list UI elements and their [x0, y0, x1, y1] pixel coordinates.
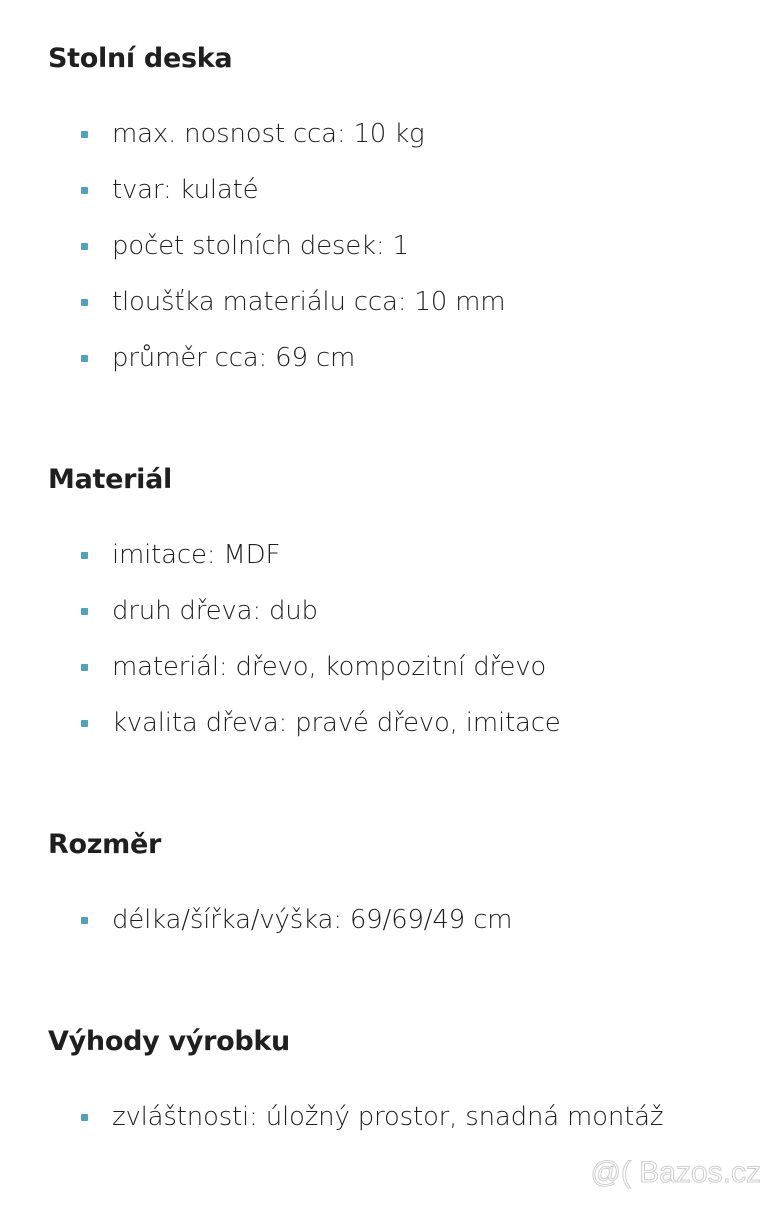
spec-item: [48, 1089, 775, 1145]
spec-item-text: tloušťka materiálu cca: 10 mm: [112, 287, 506, 317]
bullet-icon: [81, 187, 88, 194]
spec-item: [48, 330, 775, 386]
spec-item-text: materiál: dřevo, kompozitní dřevo: [112, 652, 547, 682]
spec-item: [48, 695, 775, 751]
bullet-icon: [81, 1114, 88, 1121]
spec-item: [48, 162, 775, 218]
spec-item-text: imitace: MDF: [112, 540, 281, 570]
section-heading: Stolní deska: [48, 43, 233, 74]
spec-section: [48, 825, 775, 948]
spec-item-text: délka/šířka/výška: 69/69/49 cm: [112, 905, 513, 935]
spec-item: [48, 583, 775, 639]
spec-item-text: druh dřeva: dub: [112, 596, 318, 626]
spec-item: [48, 106, 775, 162]
bullet-icon: [81, 243, 88, 250]
section-heading: Materiál: [48, 464, 172, 495]
bullet-icon: [81, 552, 88, 559]
spec-item-text: kvalita dřeva: pravé dřevo, imitace: [112, 708, 561, 738]
spec-item: [48, 527, 775, 583]
spec-list: [48, 106, 775, 386]
section-heading: Rozměr: [48, 829, 162, 860]
spec-item-text: počet stolních desek: 1: [112, 231, 409, 261]
spec-list: [48, 527, 775, 751]
spec-section: [48, 1022, 775, 1145]
spec-item-text: max. nosnost cca: 10 kg: [112, 119, 425, 149]
spec-item: [48, 218, 775, 274]
spec-list: [48, 1089, 775, 1145]
bullet-icon: [81, 608, 88, 615]
spec-item: [48, 639, 775, 695]
bullet-icon: [81, 131, 88, 138]
bullet-icon: [81, 664, 88, 671]
product-specs: [48, 39, 775, 1219]
bullet-icon: [81, 720, 88, 727]
spec-item-text: průměr cca: 69 cm: [112, 343, 356, 373]
watermark: @( Bazos.cz: [590, 1156, 761, 1189]
spec-item: [48, 274, 775, 330]
spec-list: [48, 892, 775, 948]
spec-item-text: zvláštnosti: úložný prostor, snadná montáž: [112, 1102, 664, 1132]
section-heading: Výhody výrobku: [48, 1026, 290, 1057]
spec-section: [48, 39, 775, 386]
spec-item-text: tvar: kulaté: [112, 175, 259, 205]
bullet-icon: [81, 917, 88, 924]
spec-item: [48, 892, 775, 948]
bullet-icon: [81, 299, 88, 306]
bullet-icon: [81, 355, 88, 362]
spec-section: [48, 460, 775, 751]
